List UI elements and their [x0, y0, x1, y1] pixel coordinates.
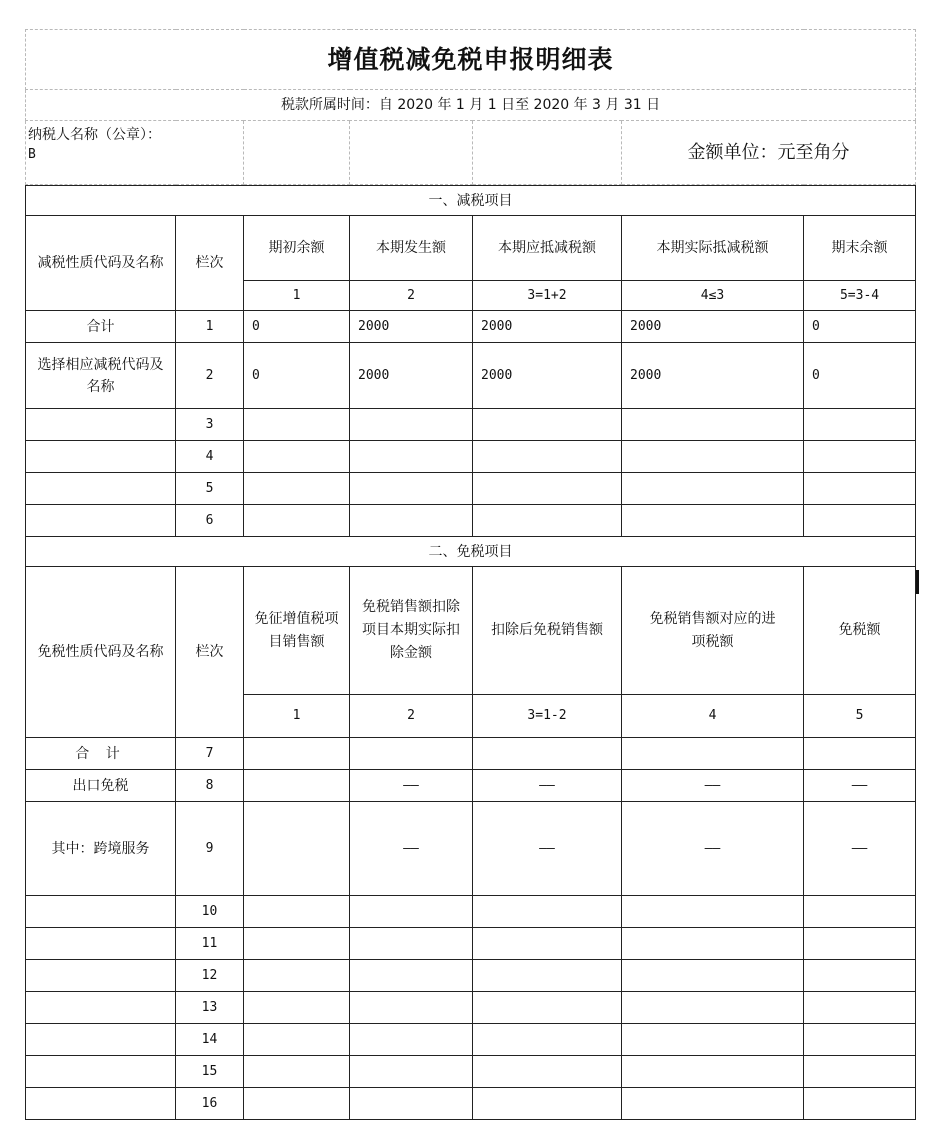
row-line-number: 10: [176, 896, 244, 928]
reduction-col-header: 本期发生额: [350, 216, 473, 281]
exemption-col-number: 4: [622, 695, 804, 738]
row-value: [244, 896, 350, 928]
row-value: [473, 896, 622, 928]
row-value: [473, 1024, 622, 1056]
row-name: [26, 1088, 176, 1120]
row-value: [622, 441, 804, 473]
row-value: [804, 992, 916, 1024]
form-title: 增值税减免税申报明细表: [26, 30, 916, 90]
row-value: ——: [622, 770, 804, 802]
row-line-number: 15: [176, 1056, 244, 1088]
row-value: 0: [804, 343, 916, 409]
header-blank-cell: [350, 121, 473, 185]
row-value: [804, 738, 916, 770]
row-value: ——: [622, 802, 804, 896]
row-value: ——: [350, 802, 473, 896]
row-value: ——: [473, 770, 622, 802]
row-value: [622, 473, 804, 505]
row-value: [473, 505, 622, 537]
exemption-col-number: 5: [804, 695, 916, 738]
row-name: [26, 928, 176, 960]
exemption-col-header: 免征增值税项目销售额: [244, 567, 350, 695]
row-value: [804, 960, 916, 992]
row-value: [350, 473, 473, 505]
row-value: [244, 441, 350, 473]
reduction-col-number: 4≤3: [622, 281, 804, 311]
row-value: [622, 960, 804, 992]
table-row: [26, 992, 916, 1024]
table-row: [26, 311, 916, 343]
taxpayer-name-value: B: [28, 147, 36, 162]
table-row: [26, 802, 916, 896]
reduction-col-number: 3=1+2: [473, 281, 622, 311]
row-value: [622, 1056, 804, 1088]
row-value: 2000: [473, 343, 622, 409]
row-line-number: 9: [176, 802, 244, 896]
row-name: [26, 1024, 176, 1056]
row-line-number: 6: [176, 505, 244, 537]
row-value: [473, 409, 622, 441]
table-row: [26, 505, 916, 537]
taxpayer-name-cell: [26, 121, 244, 185]
cursor-marker: [916, 570, 919, 594]
table-row: [26, 960, 916, 992]
tax-period: 税款所属时间：自 2020 年 1 月 1 日至 2020 年 3 月 31 日: [26, 90, 916, 121]
row-value: [350, 505, 473, 537]
row-name: [26, 960, 176, 992]
table-row: [26, 1056, 916, 1088]
row-value: [350, 960, 473, 992]
row-value: 0: [244, 343, 350, 409]
row-value: [622, 1088, 804, 1120]
row-value: [804, 505, 916, 537]
reduction-col-number: 5=3-4: [804, 281, 916, 311]
row-value: [622, 409, 804, 441]
row-value: [350, 896, 473, 928]
row-value: [804, 1024, 916, 1056]
row-line-number: 5: [176, 473, 244, 505]
row-name: [26, 992, 176, 1024]
table-row: [26, 409, 916, 441]
row-value: [244, 473, 350, 505]
row-value: [622, 505, 804, 537]
row-value: ——: [804, 770, 916, 802]
row-value: [244, 770, 350, 802]
table-row: [26, 473, 916, 505]
row-value: 2000: [622, 343, 804, 409]
reduction-col-number: 2: [350, 281, 473, 311]
table-row: [26, 896, 916, 928]
exemption-col-header: 免税销售额对应的进项税额: [622, 567, 804, 695]
taxpayer-name-label: 纳税人名称（公章）：: [28, 127, 161, 143]
row-line-number: 1: [176, 311, 244, 343]
row-value: [350, 441, 473, 473]
exemption-col-number: 1: [244, 695, 350, 738]
table-row: [26, 770, 916, 802]
exemption-col-number: 2: [350, 695, 473, 738]
row-value: 0: [244, 311, 350, 343]
row-value: [350, 1056, 473, 1088]
row-value: [350, 409, 473, 441]
table-row: [26, 343, 916, 409]
row-name: 其中：跨境服务: [26, 802, 176, 896]
row-name: 合计: [26, 311, 176, 343]
row-value: [804, 928, 916, 960]
row-value: [473, 928, 622, 960]
row-value: 2000: [473, 311, 622, 343]
row-name: 选择相应减税代码及名称: [26, 343, 176, 409]
row-line-number: 8: [176, 770, 244, 802]
row-value: [804, 1088, 916, 1120]
row-value: [804, 1056, 916, 1088]
row-value: [473, 738, 622, 770]
reduction-section: [26, 186, 916, 537]
table-row: [26, 738, 916, 770]
row-value: ——: [350, 770, 473, 802]
reduction-col-header: 期末余额: [804, 216, 916, 281]
header-blank-cell: [244, 121, 350, 185]
row-name: 合 计: [26, 738, 176, 770]
row-name: [26, 896, 176, 928]
reduction-line-header: 栏次: [176, 216, 244, 311]
exemption-section: [26, 537, 916, 1120]
row-value: [244, 1024, 350, 1056]
row-value: [473, 960, 622, 992]
row-value: [622, 896, 804, 928]
tax-declaration-sheet: [25, 29, 915, 1120]
row-value: [473, 1056, 622, 1088]
row-line-number: 4: [176, 441, 244, 473]
amount-unit: 金额单位：元至角分: [622, 121, 916, 185]
row-value: [244, 928, 350, 960]
row-line-number: 2: [176, 343, 244, 409]
row-value: [622, 928, 804, 960]
row-value: [350, 1024, 473, 1056]
table-row: [26, 441, 916, 473]
row-value: [244, 802, 350, 896]
row-value: [473, 992, 622, 1024]
exemption-section-title: 二、免税项目: [26, 537, 916, 567]
row-value: [473, 473, 622, 505]
row-value: [244, 1056, 350, 1088]
reduction-code-header: 减税性质代码及名称: [26, 216, 176, 311]
reduction-section-title: 一、减税项目: [26, 186, 916, 216]
row-value: 2000: [350, 311, 473, 343]
exemption-col-header: 扣除后免税销售额: [473, 567, 622, 695]
row-value: [804, 473, 916, 505]
row-value: [622, 738, 804, 770]
row-line-number: 11: [176, 928, 244, 960]
row-value: 2000: [350, 343, 473, 409]
row-value: [804, 441, 916, 473]
row-value: [244, 738, 350, 770]
row-name: [26, 1056, 176, 1088]
detail-table: [25, 185, 916, 1120]
row-value: [244, 960, 350, 992]
table-row: [26, 1024, 916, 1056]
row-line-number: 7: [176, 738, 244, 770]
row-line-number: 13: [176, 992, 244, 1024]
row-line-number: 16: [176, 1088, 244, 1120]
exemption-col-number: 3=1-2: [473, 695, 622, 738]
row-value: 0: [804, 311, 916, 343]
row-name: [26, 505, 176, 537]
header-blank-cell: [473, 121, 622, 185]
row-value: [244, 409, 350, 441]
exemption-line-header: 栏次: [176, 567, 244, 738]
row-value: [350, 1088, 473, 1120]
row-name: 出口免税: [26, 770, 176, 802]
row-value: [350, 992, 473, 1024]
row-value: ——: [473, 802, 622, 896]
reduction-col-number: 1: [244, 281, 350, 311]
row-value: 2000: [622, 311, 804, 343]
row-value: [350, 928, 473, 960]
row-line-number: 3: [176, 409, 244, 441]
table-row: [26, 1088, 916, 1120]
reduction-col-header: 期初余额: [244, 216, 350, 281]
row-value: [350, 738, 473, 770]
exemption-col-header: 免税销售额扣除项目本期实际扣除金额: [350, 567, 473, 695]
row-name: [26, 473, 176, 505]
reduction-col-header: 本期实际抵减税额: [622, 216, 804, 281]
table-row: [26, 928, 916, 960]
reduction-col-header: 本期应抵减税额: [473, 216, 622, 281]
row-value: [804, 896, 916, 928]
exemption-col-header: 免税额: [804, 567, 916, 695]
row-name: [26, 409, 176, 441]
row-value: [622, 1024, 804, 1056]
header-table: [25, 29, 916, 185]
row-value: [804, 409, 916, 441]
row-line-number: 14: [176, 1024, 244, 1056]
row-line-number: 12: [176, 960, 244, 992]
row-value: ——: [804, 802, 916, 896]
row-value: [244, 505, 350, 537]
row-value: [473, 441, 622, 473]
row-value: [622, 992, 804, 1024]
row-value: [244, 992, 350, 1024]
row-value: [473, 1088, 622, 1120]
row-value: [244, 1088, 350, 1120]
row-name: [26, 441, 176, 473]
exemption-code-header: 免税性质代码及名称: [26, 567, 176, 738]
